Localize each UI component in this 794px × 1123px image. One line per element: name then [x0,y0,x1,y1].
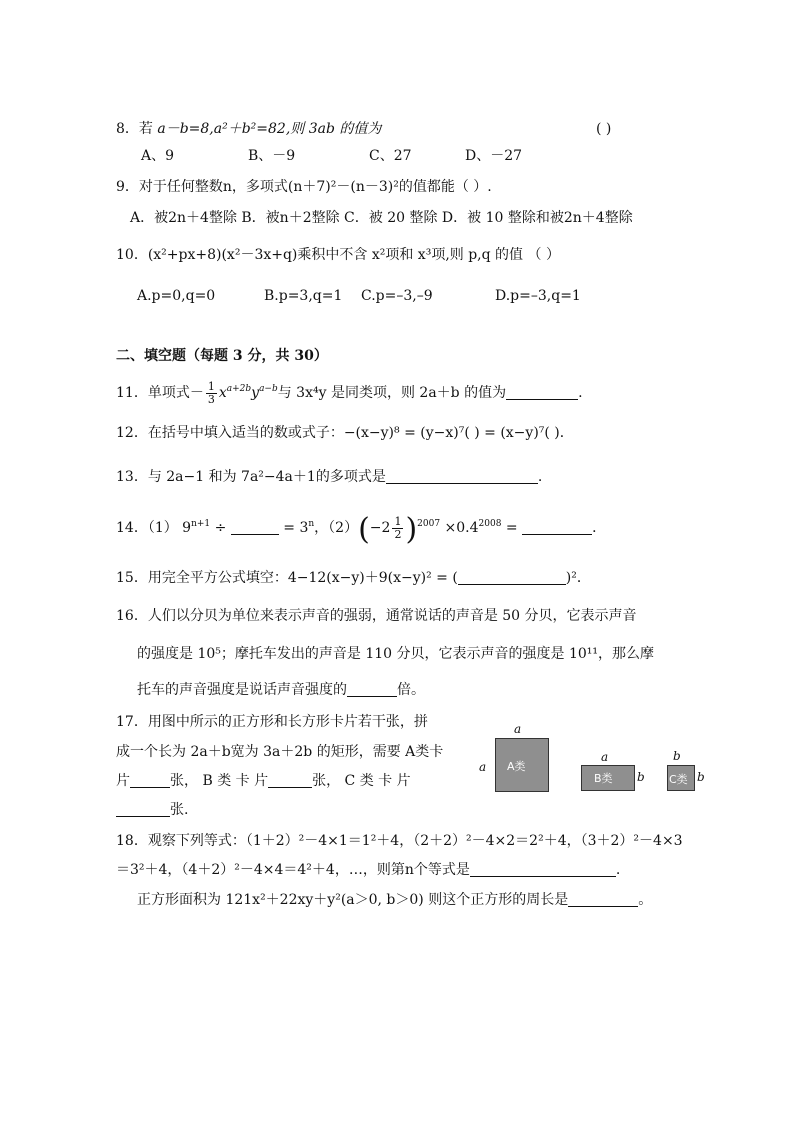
q10-option-c: C.p=–3,–9 [361,288,433,304]
card-a-label: A类 [507,760,526,773]
question-16-line-2: 的强度是 10⁵；摩托车发出的声音是 110 分贝，它表示声音的强度是 10¹¹，那么摩 [137,646,654,662]
answer-blank[interactable] [386,469,538,484]
answer-blank[interactable] [470,862,616,877]
q8-answer-paren: ( ) [596,121,612,137]
fraction: $\frac{1}{3}$ [207,379,215,406]
fraction: $\frac{1}{2}$ [394,514,402,541]
answer-blank[interactable] [522,520,592,535]
answer-blank[interactable] [568,892,638,907]
question-10: 10．(x²+px+8)(x²－3x+q)乘积中不含 x²项和 x³项,则 p,q 的值 （ ） [116,247,560,263]
section-heading: 二、填空题（每题 3 分，共 30） [116,348,328,364]
question-17-line-4: 张. [116,800,188,820]
question-17-line-2: 成一个长为 2a＋b宽为 3a＋2b 的矩形，需要 A类卡 [116,744,444,760]
answer-blank[interactable] [130,773,170,788]
answer-blank[interactable] [231,520,279,535]
answer-blank[interactable] [268,773,312,788]
card-c-label: C类 [669,773,688,786]
answer-blank[interactable] [506,385,578,400]
question-18-line-1: 18．观察下列等式：（1＋2）²－4×1＝1²＋4，（2＋2）²－4×2＝2²＋4，（3＋2）²－4×3 [116,833,683,849]
answer-blank[interactable] [116,802,170,817]
q8-option-d: D、－27 [465,148,523,164]
question-16-line-1: 16．人们以分贝为单位来表示声音的强弱，通常说话的声音是 50 分贝，它表示声音 [116,608,637,624]
question-16-line-3: 托车的声音强度是说话声音强度的 倍。 [137,682,425,698]
card-b-label: B类 [594,772,613,785]
question-17-line-1: 17．用图中所示的正方形和长方形卡片若干张，拼 [116,714,428,730]
dimension-label-b: b [697,770,705,784]
question-14: 14．（1） $9^{n+1}$ ÷ = $3^n$，（2）(−2 $\frac{1}{2}$ )$^{2007} \times 0.4^{2008}$ = ． [116,512,607,547]
dimension-label-a: a [479,760,487,774]
question-8: 8．若 a－b=8,a²＋b²=82,则 3ab 的值为 [116,121,382,137]
question-18-line-2: ＝3²＋4，（4＋2）²－4×4＝4²＋4，…，则第n个等式是 . [116,862,621,878]
question-13: 13．与 2a−1 和为 7a²−4a＋1的多项式是 . [116,469,543,485]
question-11: 11．单项式－ $\frac{1}{3}$ $x^{a+2b}y^{a-b}$与 3x⁴y 是同类项，则 2a＋b 的值为 . [116,379,583,406]
q8-option-b: B、－9 [248,148,296,164]
answer-blank[interactable] [347,682,397,697]
dimension-label-b: b [673,749,681,763]
question-9: 9．对于任何整数n，多项式(n＋7)²－(n－3)²的值都能（ ）. [116,179,492,195]
question-12: 12．在括号中填入适当的数或式子：−(x−y)⁸ = (y−x)⁷( ) = (x−y)⁷( )． [116,425,574,441]
answer-blank[interactable] [458,570,566,585]
dimension-label-a: a [514,722,522,736]
q8-option-a: A、9 [141,148,175,164]
q8-option-c: C、27 [369,148,412,164]
dimension-label-b: b [637,770,645,784]
q10-option-a: A.p=0,q=0 [137,288,216,304]
q10-option-d: D.p=–3,q=1 [495,288,581,304]
dimension-label-a: a [601,750,609,764]
q10-option-b: B.p=3,q=1 [264,288,343,304]
q9-options: A．被2n＋4整除 B．被n＋2整除 C．被 20 整除 D．被 10 整除和被2n＋4整除 [130,210,633,226]
question-18-line-3: 正方形面积为 121x²＋22xy＋y²(a＞0, b＞0) 则这个正方形的周长是 。 [137,892,653,908]
question-15: 15．用完全平方公式填空：4−12(x−y)＋9(x−y)² = ( )²． [116,570,591,586]
question-17-line-3: 片 张， B 类 卡 片 张， C 类 卡 片 [116,773,411,789]
